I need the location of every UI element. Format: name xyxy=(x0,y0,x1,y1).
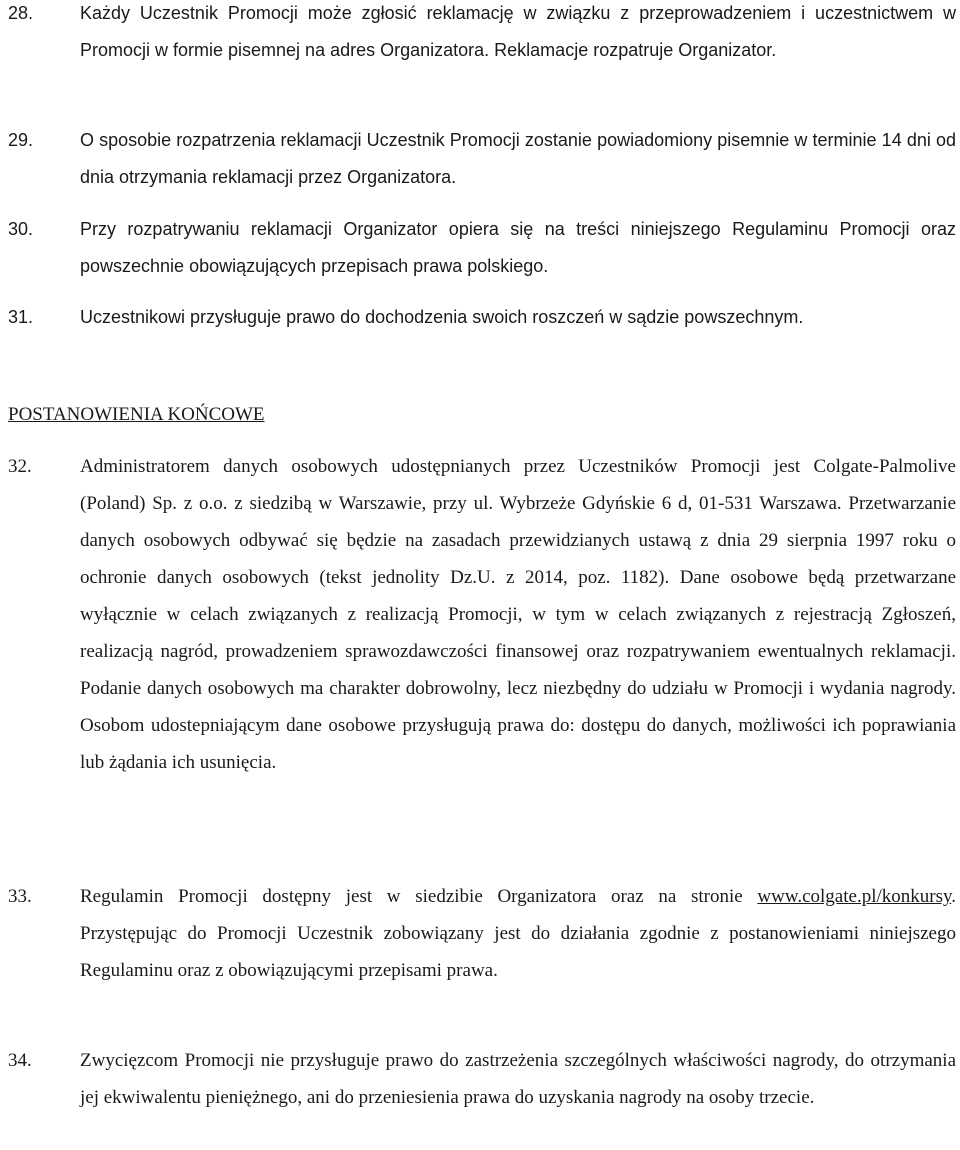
list-item-32 xyxy=(8,448,956,781)
item-number: 29. xyxy=(8,130,34,150)
item-number: 32. xyxy=(8,456,32,477)
list-item-31 xyxy=(8,299,956,336)
item-text xyxy=(80,878,956,989)
item-number: 33. xyxy=(8,886,32,907)
list-item-28 xyxy=(8,0,956,69)
item-text: O sposobie rozpatrzenia reklamacji Uczestnik Promocji zostanie powiadomiony pisemnie w terminie 14 dni od dnia otrzymania reklamacji przez Organizatora. xyxy=(80,130,956,187)
konkursy-link[interactable]: www.colgate.pl/konkursy xyxy=(757,886,952,907)
item-number: 31. xyxy=(8,307,34,327)
list-item-29 xyxy=(8,122,956,196)
item-text: Przy rozpatrywaniu reklamacji Organizator opiera się na treści niniejszego Regulaminu Promocji oraz powszechnie obowiązujących przepisach prawa polskiego. xyxy=(80,219,956,276)
list-item-34 xyxy=(8,1042,956,1116)
item-text: Zwycięzcom Promocji nie przysługuje prawo do zastrzeżenia szczególnych właściwości nagrody, do otrzymania jej ekwiwalentu pieniężnego, ani do przeniesienia prawa do uzyskania nagrody na osoby trzecie. xyxy=(80,1050,956,1108)
item-text: Administratorem danych osobowych udostępnianych przez Uczestników Promocji jest Colgate-Palmolive (Poland) Sp. z o.o. z siedzibą w Warszawie, przy ul. Wybrzeże Gdyńskie 6 d, 01-531 Warszawa. Przetwarzanie danych osobowych odbywać się będzie na zasadach przewidzianych ustawą z dnia 29 sierpnia 1997 roku o ochronie danych osobowych (tekst jednolity Dz.U. z 2014, poz. 1182). Dane osobowe będą przetwarzane wyłącznie w celach związanych z realizacją Promocji, w tym w celach związanych z rejestracją Zgłoszeń, realizacją nagród, prowadzeniem sprawozdawczości finansowej oraz rozpatrywaniem ewentualnych reklamacji. Podanie danych osobowych ma charakter dobrowolny, lecz niezbędny do udziału w Promocji i wydania nagrody. Osobom udostepniającym dane osobowe przysługują prawa do: dostępu do danych, możliwości ich poprawiania lub żądania ich usunięcia. xyxy=(80,456,956,773)
section-heading: POSTANOWIENIA KOŃCOWE xyxy=(8,404,265,425)
list-item-30 xyxy=(8,211,956,285)
item-text: Uczestnikowi przysługuje prawo do dochodzenia swoich roszczeń w sądzie powszechnym. xyxy=(80,307,804,327)
item-number: 28. xyxy=(8,3,34,23)
item-text: Każdy Uczestnik Promocji może zgłosić reklamację w związku z przeprowadzeniem i uczestnictwem w Promocji w formie pisemnej na adres Organizatora. Reklamacje rozpatruje Organizator. xyxy=(80,3,956,60)
item-number: 30. xyxy=(8,219,34,239)
item-text-after: . Przystępując do Promocji Uczestnik zobowiązany jest do działania zgodnie z postanowieniami niniejszego Regulaminu oraz z obowiązującymi przepisami prawa. xyxy=(80,886,956,981)
item-number: 34. xyxy=(8,1050,32,1071)
item-text-before: Regulamin Promocji dostępny jest w siedzibie Organizatora oraz na stronie xyxy=(80,886,743,907)
list-item-33 xyxy=(8,878,956,989)
